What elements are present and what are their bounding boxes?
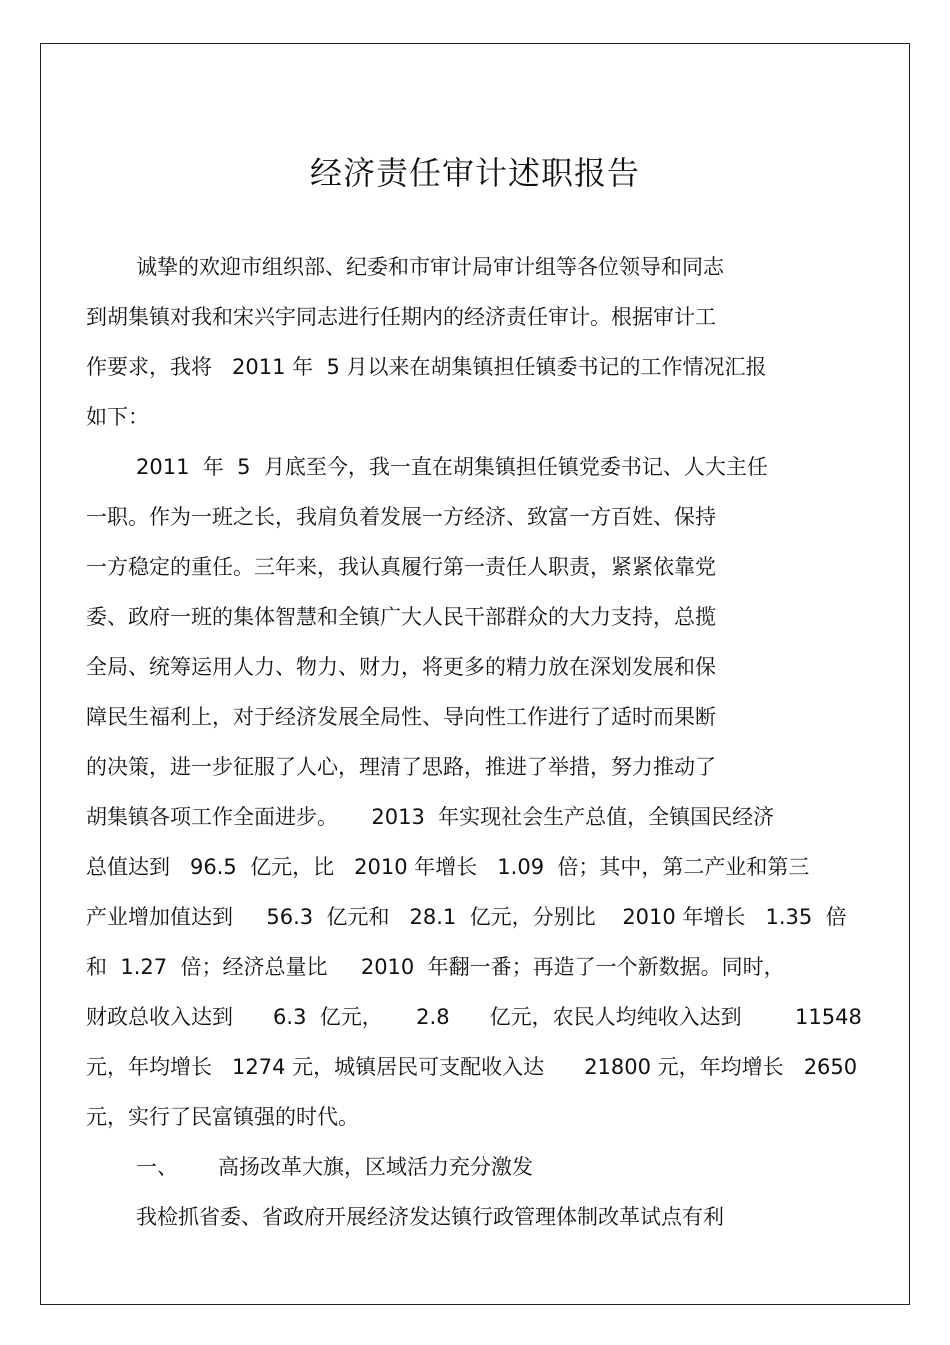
paragraph-line: 一职。作为一班之长，我肩负着发展一方经济、致富一方百姓、保持	[86, 505, 716, 529]
paragraph-line: 胡集镇各项工作全面进步。 2013 年实现社会生产总值，全镇国民经济	[86, 805, 775, 829]
paragraph-line: 全局、统筹运用人力、物力、财力，将更多的精力放在深划发展和保	[86, 655, 716, 679]
paragraph-line: 元，实行了民富镇强的时代。	[86, 1105, 359, 1129]
paragraph-line: 委、政府一班的集体智慧和全镇广大人民干部群众的大力支持，总揽	[86, 605, 716, 629]
paragraph-line: 元，年均增长 1274 元，城镇居民可支配收入达 21800 元，年均增长 2650	[86, 1055, 858, 1079]
paragraph-line: 一方稳定的重任。三年来，我认真履行第一责任人职责，紧紧依靠党	[86, 555, 716, 579]
paragraph-line: 总值达到 96.5 亿元，比 2010 年增长 1.09 倍；其中，第二产业和第三	[86, 855, 810, 879]
paragraph-line: 财政总收入达到 6.3 亿元， 2.8 亿元，农民人均纯收入达到 11548	[86, 1005, 862, 1029]
paragraph-line: 的决策，进一步征服了人心，理清了思路，推进了举措，努力推动了	[86, 755, 716, 779]
paragraph-line: 和 1.27 倍；经济总量比 2010 年翻一番；再造了一个新数据。同时，	[86, 955, 785, 979]
paragraph-line: 我检抓省委、省政府开展经济发达镇行政管理体制改革试点有利	[136, 1205, 724, 1229]
paragraph-line: 诚挚的欢迎市组织部、纪委和市审计局审计组等各位领导和同志	[136, 255, 724, 279]
section-heading: 一、 高扬改革大旗，区域活力充分激发	[136, 1155, 534, 1179]
paragraph-line: 产业增加值达到 56.3 亿元和 28.1 亿元，分别比 2010 年增长 1.35 倍	[86, 905, 847, 929]
paragraph-line: 到胡集镇对我和宋兴宇同志进行任期内的经济责任审计。根据审计工	[86, 305, 716, 329]
paragraph-line: 如下：	[86, 405, 149, 429]
document-title: 经济责任审计述职报告	[309, 154, 640, 192]
paragraph-line: 作要求，我将 2011 年 5 月以来在胡集镇担任镇委书记的工作情况汇报	[86, 355, 767, 379]
paragraph-line: 障民生福利上，对于经济发展全局性、导向性工作进行了适时而果断	[86, 705, 716, 729]
paragraph-line: 2011 年 5 月底至今，我一直在胡集镇担任镇党委书记、人大主任	[136, 455, 768, 479]
